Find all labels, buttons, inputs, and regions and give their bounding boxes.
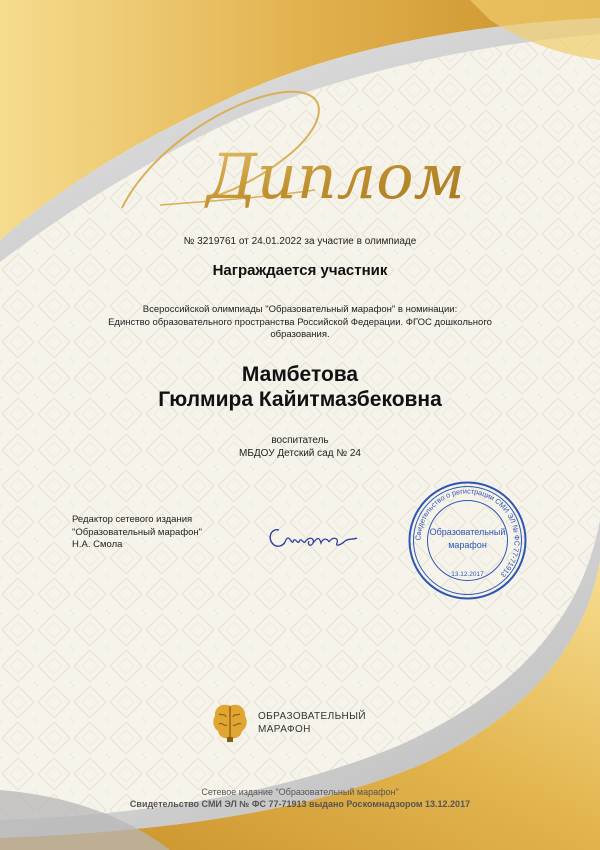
editor-title: Редактор сетевого издания (72, 514, 193, 525)
recipient-name (0, 362, 600, 412)
logo-line: МАРАФОН (258, 724, 311, 735)
event-line: Единство образовательного пространства Российской Федерации. ФГОС дошкольного (108, 316, 492, 328)
title-diploma (110, 80, 490, 230)
footer-registration: Свидетельство СМИ ЭЛ № ФС 77-71913 выдано Роскомнадзором 13.12.2017 (129, 799, 471, 809)
stamp-center-line: марафон (448, 540, 487, 550)
recipient-position: воспитатель (271, 435, 329, 446)
stamp-date: 13.12.2017 (451, 571, 484, 578)
recipient-organization: МБДОУ Детский сад № 24 (239, 448, 361, 459)
title-text: Диплом (206, 140, 465, 213)
event-line: Всероссийской олимпиады "Образовательный марафон" в номинации: (142, 304, 458, 315)
award-heading: Награждается участник (212, 262, 388, 279)
event-description (100, 304, 500, 342)
logo-line: ОБРАЗОВАТЕЛЬНЫЙ (258, 711, 366, 722)
recipient-surname: Мамбетова (241, 363, 359, 386)
footer (0, 786, 600, 810)
editor-publication: "Образовательный марафон" (72, 526, 203, 538)
recipient-role (0, 434, 600, 460)
editor-signature (265, 518, 365, 558)
stamp-ring-text: Свидетельство о регистрации СМИ ЭЛ № ФС 77-71913 (413, 486, 522, 580)
footer-publication: Сетевое издание "Образовательный марафон" (201, 787, 399, 797)
publisher-stamp (405, 478, 530, 603)
stamp-center-line: Образовательный (429, 527, 506, 537)
logo-text (258, 710, 366, 736)
diploma-number: № 3219761 от 24.01.2022 за участие в олимпиаде (183, 236, 417, 247)
recipient-given-names: Гюлмира Кайитмазбековна (158, 388, 442, 411)
event-line: образования. (270, 329, 330, 340)
brain-icon (210, 700, 250, 744)
editor-name: Н.А. Смола (72, 539, 123, 550)
editor-block (72, 514, 202, 552)
